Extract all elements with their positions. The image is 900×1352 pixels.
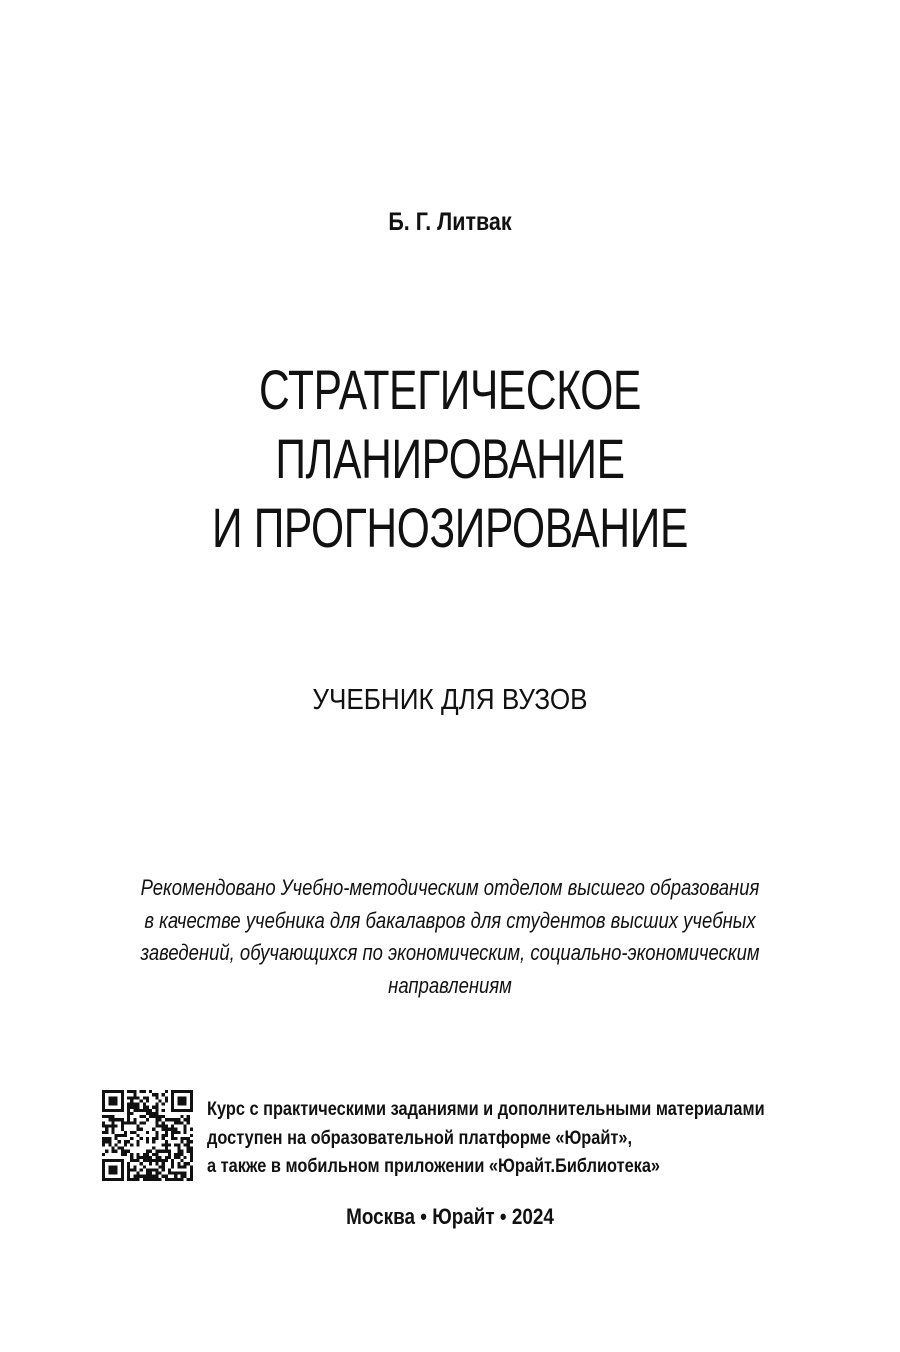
publisher-imprint: Москва • Юрайт • 2024 [346, 1204, 554, 1229]
title-line: ПЛАНИРОВАНИЕ [275, 427, 625, 490]
recommendation-line: в качестве учебника для бакалавров для студентов высших учебных [144, 907, 756, 933]
book-title [108, 355, 792, 562]
title-line: И ПРОГНОЗИРОВАНИЕ [212, 496, 688, 559]
qr-code-icon[interactable] [102, 1090, 193, 1181]
recommendation-line: Рекомендовано Учебно-методическим отделом высшего образования [140, 875, 760, 900]
recommendation-note [72, 872, 828, 1002]
book-subtitle: УЧЕБНИК ДЛЯ ВУЗОВ [312, 684, 588, 716]
author-name: Б. Г. Литвак [388, 208, 512, 236]
course-line: Курс с практическими заданиями и дополнительными материалами [207, 1099, 765, 1120]
course-line: доступен на образовательной платформе «Юрайт», [207, 1127, 633, 1149]
recommendation-line: направлениям [388, 972, 512, 998]
recommendation-line: заведений, обучающихся по экономическим, социально-экономическим [140, 940, 760, 965]
title-line: СТРАТЕГИЧЕСКОЕ [259, 358, 641, 421]
course-info [207, 1096, 765, 1182]
course-line: а также в мобильном приложении «Юрайт.Библиотека» [207, 1156, 661, 1177]
